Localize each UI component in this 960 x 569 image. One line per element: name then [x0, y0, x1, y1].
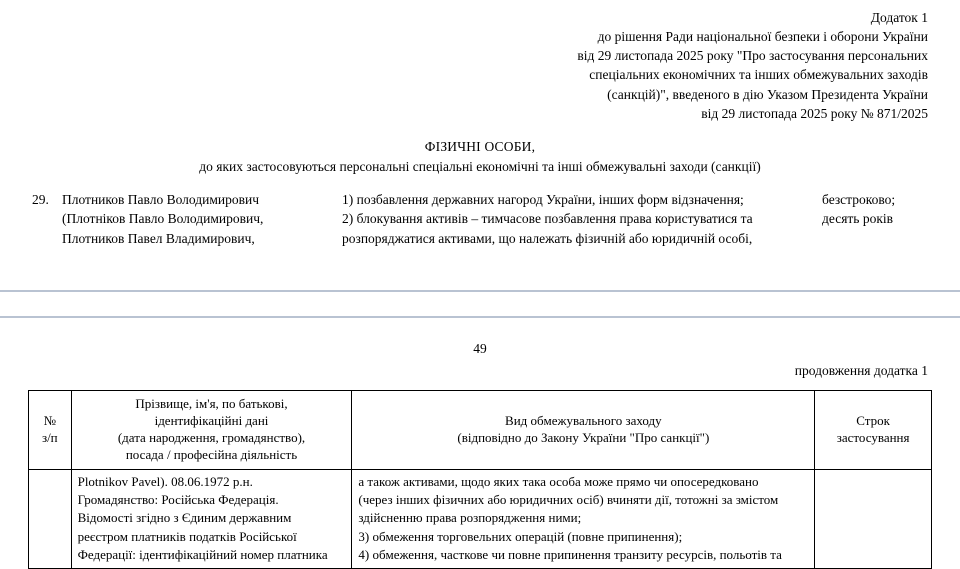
table-cell-person-line-2: Громадянство: Російська Федерація.: [77, 492, 279, 508]
document-title-line-2: до яких застосовуються персональні спеціальні економічні та інші обмежувальні заходи (санкції): [199, 158, 761, 174]
table-header-row: [29, 391, 932, 470]
table-cell-measure-line-2: (через інших фізичних або юридичних осіб) вчиняти дії, тотожні за змістом: [358, 492, 779, 508]
table-cell-number: [29, 469, 72, 568]
table-cell-person-line-1: Plotnikov Pavel). 08.06.1972 р.н.: [77, 473, 253, 489]
table-header-term-line-2: застосування: [836, 429, 910, 445]
table-row: [29, 469, 932, 568]
table-cell-person-line-3: Відомості згідно з Єдиним державним: [77, 510, 292, 526]
entry-measure-line-2: 2) блокування активів – тимчасове позбавлення права користуватися та: [342, 211, 753, 227]
annex-header-line-4: спеціальних економічних та інших обмежувальних заходів: [589, 67, 928, 83]
entry-term-line-1: безстроково;: [822, 192, 896, 207]
entry-measures: [342, 190, 822, 248]
table-cell-measure-line-3: здійсненню права розпорядження ними;: [358, 510, 582, 526]
table-cell-person-line-4: реєстром платників податків Російської: [77, 528, 297, 544]
page-separator-line-top: [0, 290, 960, 292]
table-header-person-line-1: Прізвище, ім'я, по батькові,: [135, 396, 288, 411]
page-number: 49: [473, 341, 487, 356]
entry-person-name: [62, 190, 342, 248]
entry-number-value: 29.: [32, 192, 49, 207]
annex-header-line-2: до рішення Ради національної безпеки і оборони України: [597, 29, 928, 45]
entry-name-line-1: Плотников Павло Володимирович: [62, 192, 260, 207]
table-cell-term: [815, 469, 932, 568]
table-cell-measure-line-1: а також активами, щодо яких така особа може прямо чи опосередковано: [358, 473, 759, 489]
entry-name-line-2: (Плотніков Павло Володимирович,: [62, 211, 264, 227]
document-title-line-1: ФІЗИЧНІ ОСОБИ,: [424, 139, 536, 154]
entry-term-line-2: десять років: [822, 211, 894, 227]
document-page-bottom: [0, 318, 960, 563]
sanction-entry: [32, 190, 932, 248]
page-separator: [0, 290, 960, 318]
table-cell-measure-line-4: 3) обмеження торговельних операцій (повне припинення);: [358, 528, 683, 544]
entry-term: [822, 190, 932, 229]
table-header-person-line-2: ідентифікаційні дані: [154, 412, 269, 428]
sanction-entry-row: [32, 190, 932, 248]
table-cell-person: [71, 469, 352, 568]
table-cell-measure: [352, 469, 815, 568]
table-header-person-line-4: посада / професійна діяльність: [125, 446, 298, 462]
annex-continuation-label: продовження додатка 1: [794, 363, 928, 378]
table-header-number-line-1: №: [43, 412, 56, 428]
table-header-measure-line-1: Вид обмежувального заходу: [505, 412, 662, 428]
annex-header-line-1: Додаток 1: [870, 10, 928, 25]
annex-header-line-6: від 29 листопада 2025 року № 871/2025: [701, 105, 928, 121]
table-cell-measure-line-5: 4) обмеження, часткове чи повне припинення транзиту ресурсів, польотів та: [358, 547, 782, 563]
table-header-number-line-2: з/п: [41, 429, 58, 445]
sanction-table: [28, 390, 932, 569]
annex-header: [508, 8, 928, 123]
annex-header-line-3: від 29 листопада 2025 року "Про застосування персональних: [577, 48, 928, 64]
table-header-measure: [352, 391, 815, 470]
annex-header-line-5: (санкцій)", введеного в дію Указом Президента України: [607, 86, 928, 102]
table-header-term-line-1: Строк: [856, 412, 890, 428]
entry-number: [32, 190, 62, 209]
table-header-measure-line-2: (відповідно до Закону України "Про санкції"): [457, 429, 710, 445]
table-header-person-line-3: (дата народження, громадянство),: [117, 429, 306, 445]
table-header-number: [29, 391, 72, 470]
document-title: [0, 137, 960, 176]
entry-name-line-3: Плотников Павел Владимирович,: [62, 230, 255, 246]
table-header-term: [815, 391, 932, 470]
entry-measure-line-1: 1) позбавлення державних нагород України, інших форм відзначення;: [342, 192, 744, 207]
table-cell-person-line-5: Федерації: ідентифікаційний номер платника: [77, 547, 328, 563]
entry-measure-line-3: розпоряджатися активами, що належать фізичній або юридичній особі,: [342, 230, 753, 246]
table-header-person: [71, 391, 352, 470]
